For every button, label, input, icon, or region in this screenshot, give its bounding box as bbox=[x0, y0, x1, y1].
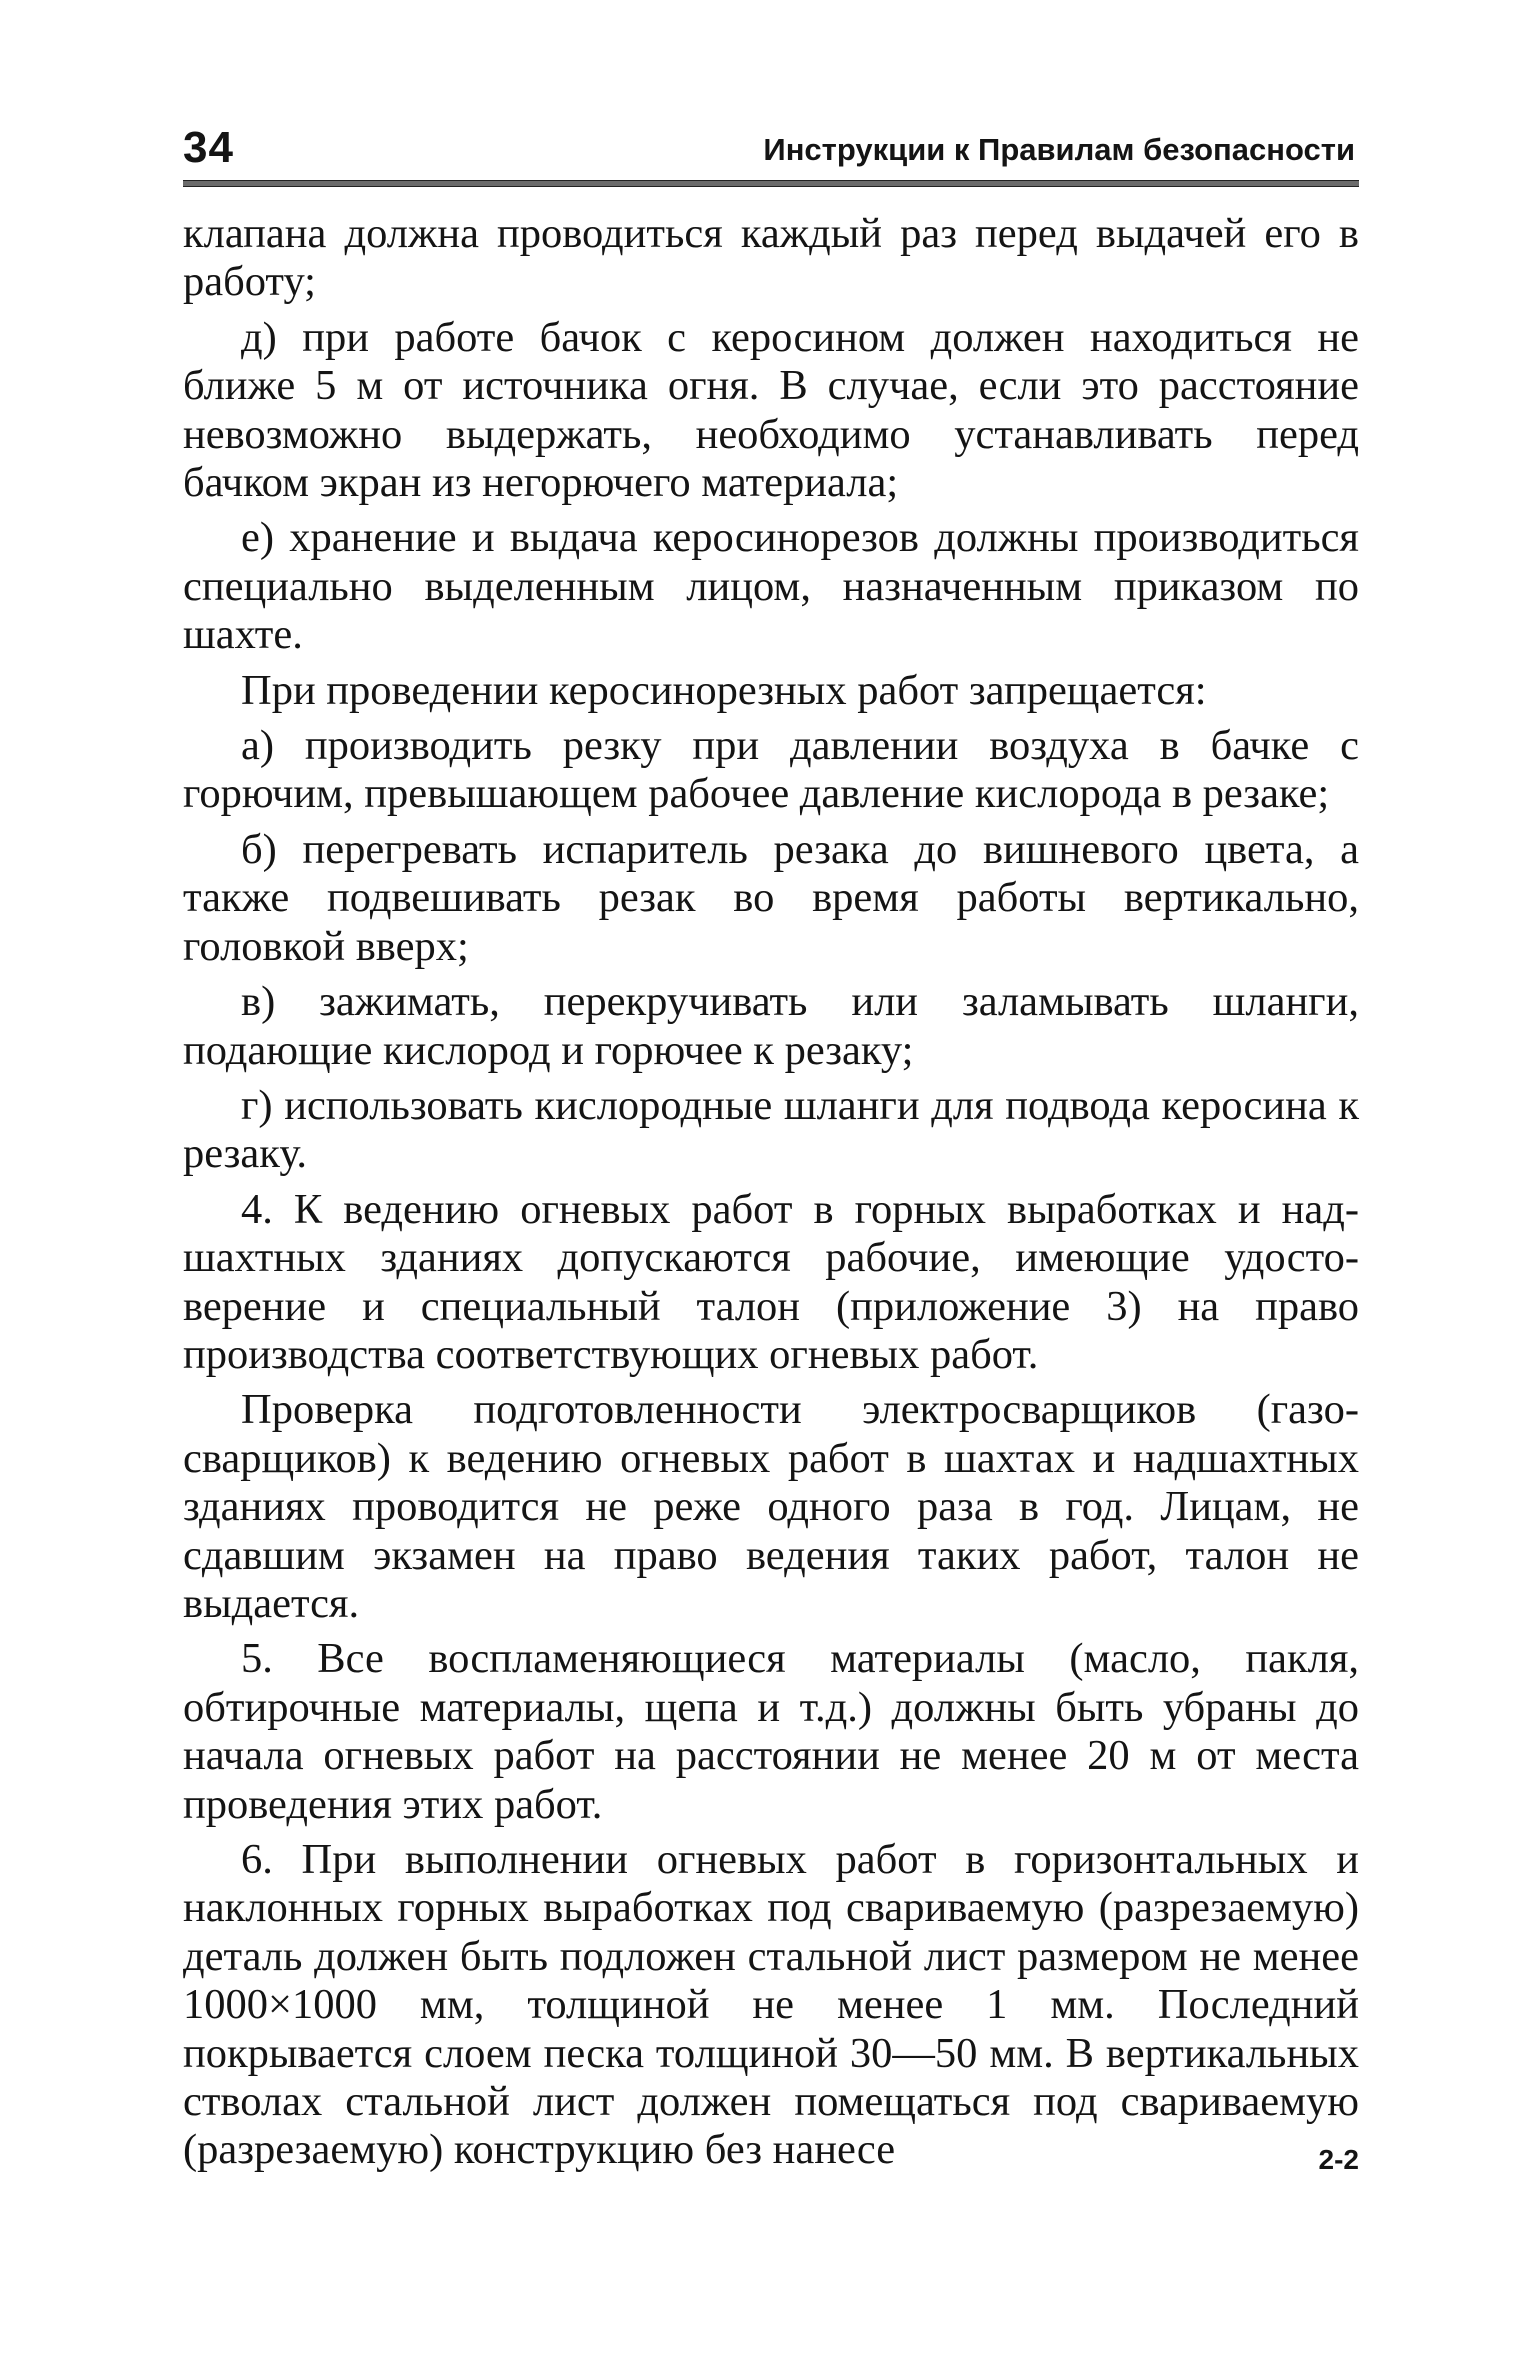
paragraph-prohibition-g: г) использовать кислородные шланги для подвода керосина к резаку. bbox=[183, 1081, 1359, 1178]
paragraph-continuation: клапана должна проводиться каждый раз перед выдачей его в работу; bbox=[183, 210, 1359, 306]
printer-signature: 2-2 bbox=[1318, 2144, 1359, 2175]
body-text bbox=[183, 210, 1359, 2182]
header-rule bbox=[183, 180, 1359, 187]
paragraph-prohibition-v: в) зажимать, перекручивать или заламывать шланги, подающие кислород и горючее к резаку; bbox=[183, 978, 1359, 1074]
paragraph-prohibitions-intro: При проведении керосинорезных работ запрещается: bbox=[241, 666, 1207, 714]
paragraph-section-4-check: Проверка подготовленности электросварщиков (газосварщиков) к ведению огневых работ в шахтах и надшахтных зданиях проводится не реже одного раза в год. Лицам, не сдавшим экзамен на право ведения таких работ, талон не выдается. bbox=[183, 1386, 1359, 1627]
paragraph-section-5: 5. Все воспламеняющиеся материалы (масло, пакля, обтирочные материалы, щепа и т.д.) должны быть убраны до начала огневых работ на расстоянии не менее 20 м от места проведения этих работ. bbox=[183, 1635, 1359, 1828]
paragraph-prohibition-a: а) производить резку при давлении воздуха в бачке с горючим, превышающем рабочее давление кислорода в резаке; bbox=[183, 722, 1359, 818]
paragraph-prohibition-b: б) перегревать испаритель резака до вишневого цвета, а также подвешивать резак во время работы вертикально, головкой вверх; bbox=[183, 825, 1359, 970]
book-page bbox=[183, 118, 1359, 2298]
paragraph-section-4: 4. К ведению огневых работ в горных выработках и надшахтных зданиях допускаются рабочие, имеющие удостоверение и специальный талон (приложение 3) на право производства соответствующих огневых работ. bbox=[183, 1185, 1359, 1378]
paragraph-item-d: д) при работе бачок с керосином должен находиться не ближе 5 м от источника огня. В случае, если это расстояние невозможно выдержать, необходимо устанавливать перед бачком экран из негорючего материала; bbox=[183, 313, 1359, 507]
running-title: Инструкции к Правилам безопасности bbox=[763, 132, 1355, 167]
paragraph-item-e: е) хранение и выдача керосинорезов должны производиться специально выделенным лицом, назначенным приказом по шахте. bbox=[183, 514, 1359, 659]
page-number: 34 bbox=[183, 123, 234, 172]
running-head bbox=[183, 118, 1359, 180]
paragraph-section-6: 6. При выполнении огневых работ в горизонтальных и наклонных горных выработках под свариваемую (разрезаемую) деталь должен быть подложен стальной лист размером не менее 1000×1000 мм, толщиной не менее 1 мм. Последний покрывается слоем песка толщиной 30—50 мм. В вертикальных стволах стальной лист должен помещаться под свариваемую (разрезаемую) конструкцию без нанесе bbox=[183, 1836, 1359, 2174]
